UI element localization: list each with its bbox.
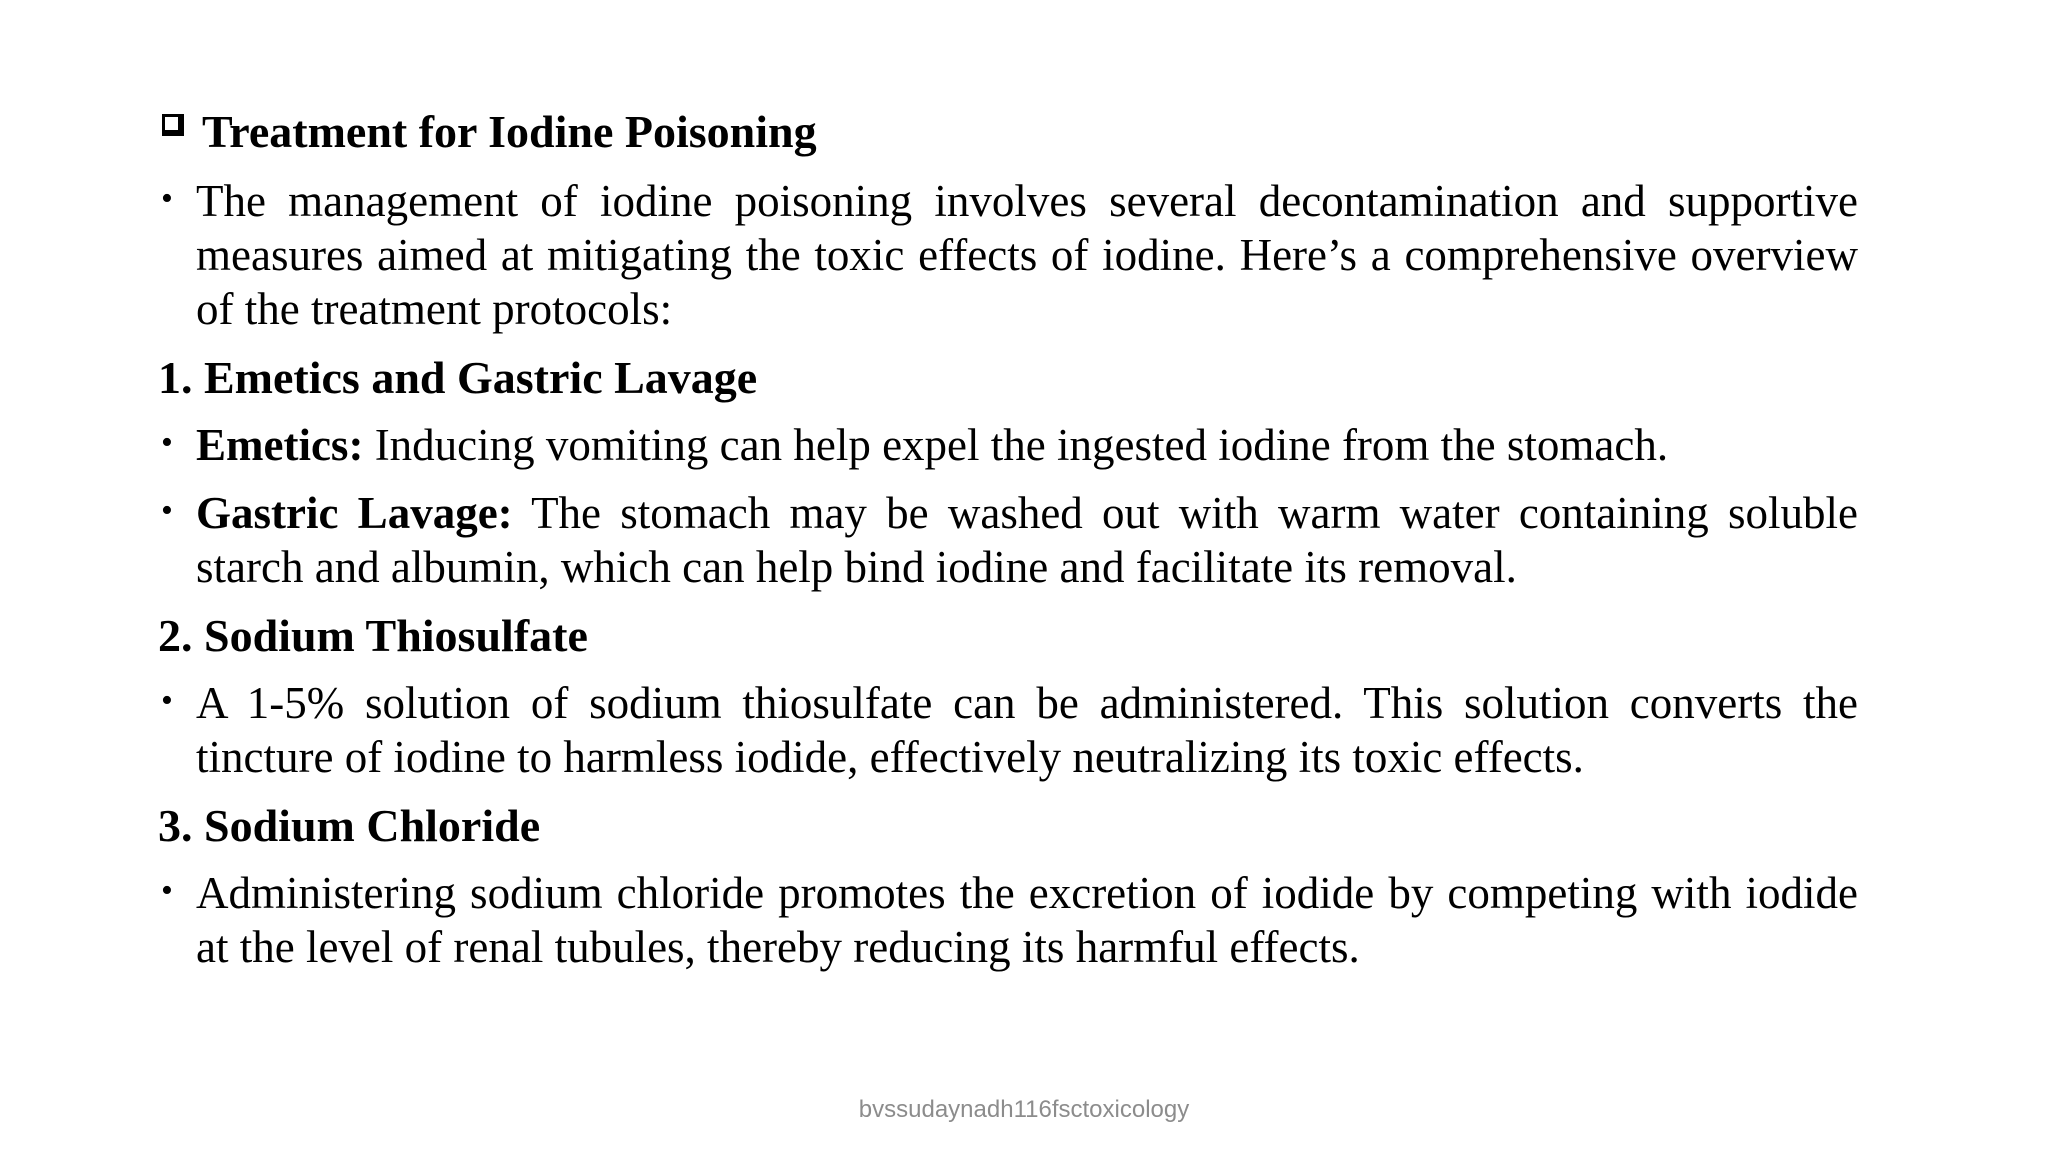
- bullet-gastric-lavage: [158, 486, 1858, 594]
- bullet-text: Inducing vomiting can help expel the ingested iodine from the stomach.: [363, 420, 1669, 470]
- bullet-thiosulfate: [158, 676, 1858, 784]
- bullet-text: The stomach may be washed out with warm water containing soluble starch and albumin, which can help bind iodine and facilitate its removal.: [196, 488, 1859, 592]
- bullet-dot-icon: •: [161, 424, 173, 461]
- intro-bullet: [158, 174, 1858, 336]
- slide-footer: bvssudaynadh116fsctoxicology: [858, 1096, 1190, 1123]
- intro-text: The management of iodine poisoning involves several decontamination and supportive measures aimed at mitigating the toxic effects of iodine. Here’s a comprehensive overview of the treatment protocols:: [196, 176, 1858, 334]
- section-title-emetics: 1. Emetics and Gastric Lavage: [158, 352, 758, 403]
- heading-text: Treatment for Iodine Poisoning: [202, 106, 817, 157]
- bullet-sodium-chloride: [158, 866, 1858, 974]
- bullet-text: A 1-5% solution of sodium thiosulfate can be administered. This solution converts the tincture of iodine to harmless iodide, effectively neutralizing its toxic effects.: [196, 678, 1858, 782]
- bullet-emetics: [158, 418, 1858, 472]
- section-title-sodium-chloride: 3. Sodium Chloride: [158, 800, 541, 851]
- bullet-label: Emetics:: [196, 420, 364, 470]
- bullet-dot-icon: •: [161, 872, 173, 909]
- bullet-dot-icon: •: [161, 180, 173, 217]
- bullet-dot-icon: •: [161, 682, 173, 719]
- section-title-thiosulfate: 2. Sodium Thiosulfate: [158, 610, 588, 661]
- slide-heading: [158, 104, 1858, 160]
- bullet-dot-icon: •: [161, 492, 173, 529]
- bullet-label: Gastric Lavage:: [196, 488, 513, 538]
- slide-content: [158, 104, 1858, 988]
- checkbox-bullet-icon: [162, 114, 184, 136]
- bullet-text: Administering sodium chloride promotes the excretion of iodide by competing with iodide at the level of renal tubules, thereby reducing its harmful effects.: [196, 868, 1858, 972]
